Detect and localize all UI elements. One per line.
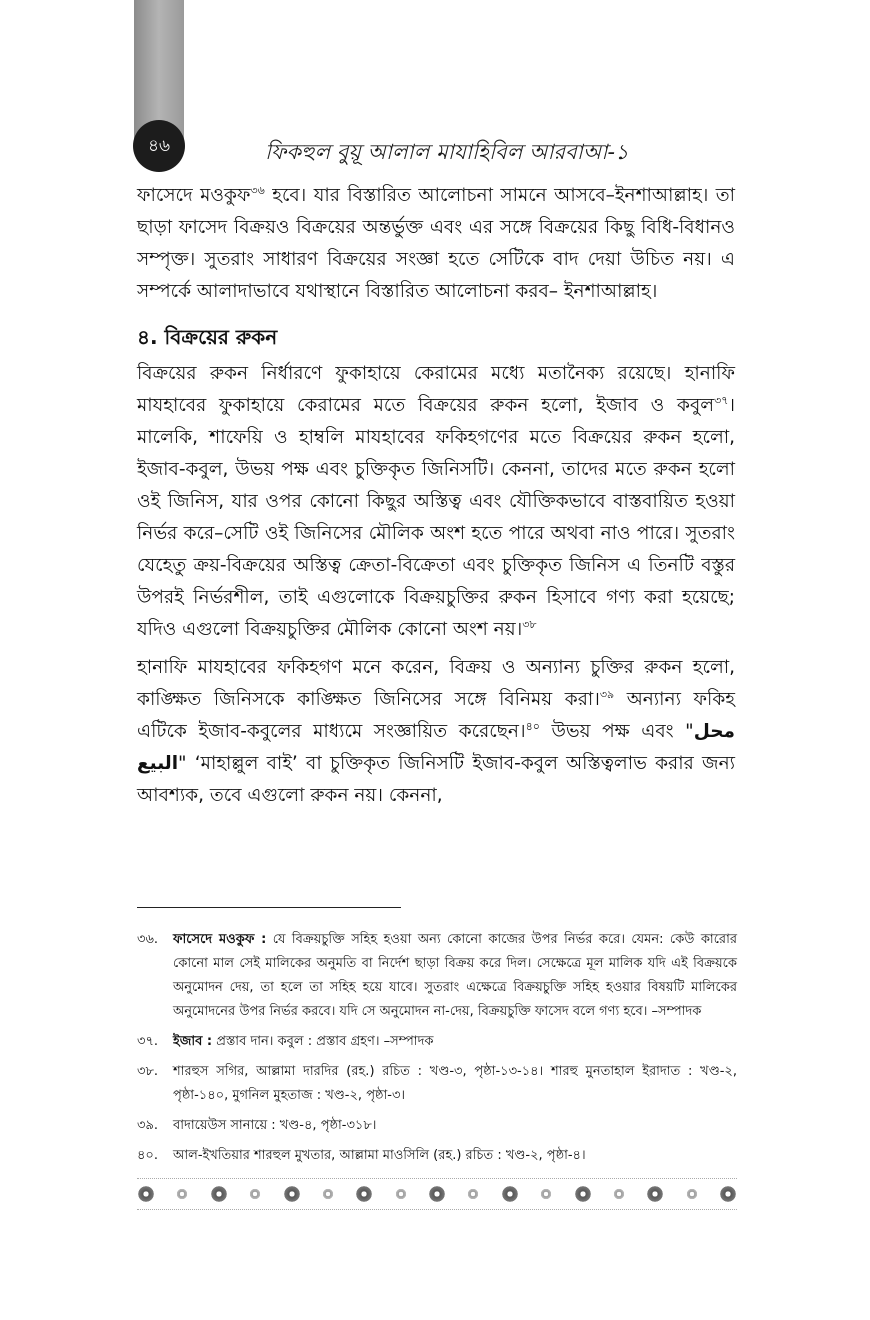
- footnote-ref-40: ৪০: [525, 719, 540, 733]
- flower-icon: [249, 1188, 261, 1200]
- intro-text-a: ফাসেদে মওকুফ: [137, 185, 251, 206]
- footnote-40: [137, 1144, 737, 1168]
- footnote-number: ৩৮.: [137, 1064, 159, 1079]
- para2-text-b: অন্যান্য ফকিহ এটিকে ইজাব-কবুলের মাধ্যমে সংজ্ঞায়িত করেছেন।: [137, 689, 735, 742]
- para1-text-b: । মালেকি, শাফেয়ি ও হাম্বলি মাযহাবের ফকিহগণের মতে বিক্রয়ের রুকন হলো, ইজাব-কবুল, উভয় পক্ষ এবং চুক্তিকৃত জিনিসটি। কেননা, তাদের মতে রুকন হলো ওই জিনিস, যার ওপর কোনো কিছুর অস্তিত্ব এবং যৌক্তিকভাবে বাস্তবায়িত হওয়া নির্ভর করে–সেটি ওই জিনিসের মৌলিক অংশ হতে পারে অথবা নাও পারে। সুতরাং যেহেতু ক্রয়-বিক্রয়ের অস্তিত্ব ক্রেতা-বিক্রেতা এবং চুক্তিকৃত জিনিস এ তিনটি বস্তুর উপরই নির্ভরশীল, তাই এগুলোকে বিক্রয়চুক্তির রুকন হিসাবে গণ্য করা হয়েছে; যদিও এগুলো বিক্রয়চুক্তির মৌলিক কোনো অংশ নয়।: [137, 395, 735, 640]
- flower-icon: [355, 1185, 373, 1203]
- section-heading: ৪. বিক্রয়ের রুকন: [137, 325, 278, 349]
- para2-text-c: উভয় পক্ষ এবং ": [539, 721, 694, 742]
- footnote-body: [173, 1030, 737, 1054]
- footnote-body: [173, 1144, 737, 1168]
- flower-icon: [646, 1185, 664, 1203]
- flower-icon: [176, 1188, 188, 1200]
- flower-icon: [428, 1185, 446, 1203]
- flower-icon: [137, 1185, 155, 1203]
- footnote-term: ফাসেদে মওকুফ :: [173, 932, 267, 947]
- footnote-number: ৩৬.: [137, 932, 159, 947]
- flower-icon: [210, 1185, 228, 1203]
- footnote-body: [173, 1114, 737, 1138]
- section-paragraph-2: [137, 652, 735, 812]
- footnote-text: প্রস্তাব দান। কবুল : প্রস্তাব গ্রহণ। –সম্পাদক: [212, 1034, 434, 1049]
- footnote-ref-36: ৩৬: [250, 183, 265, 197]
- flower-icon: [574, 1185, 592, 1203]
- footnote-37: [137, 1030, 737, 1054]
- para2-text-d: " ‘মাহাল্লুল বাই’ বা চুক্তিকৃত জিনিসটি ইজাব-কবুল অস্তিত্বলাভ করার জন্য আবশ্যক, তবে এগুলো রুকন নয়। কেননা,: [137, 753, 735, 806]
- intro-paragraph: [137, 180, 735, 308]
- flower-icon: [613, 1188, 625, 1200]
- main-text: [137, 180, 735, 818]
- footnote-text: শারহুস সগির, আল্লামা দারদির (রহ.) রচিত : খণ্ড-৩, পৃষ্ঠা-১৩-১৪। শারহু মুনতাহাল ইরাদাত : খণ্ড-২, পৃষ্ঠা-১৪০, মুগনিল মুহতাজ : খণ্ড-২, পৃষ্ঠা-৩।: [173, 1064, 737, 1103]
- flower-icon: [395, 1188, 407, 1200]
- section-paragraph-1: [137, 358, 735, 646]
- floral-ornament-border: [137, 1178, 737, 1210]
- flower-icon: [467, 1188, 479, 1200]
- footnote-term: ইজাব :: [173, 1034, 213, 1049]
- flower-icon: [322, 1188, 334, 1200]
- footnote-text: যে বিক্রয়চুক্তি সহিহ হওয়া অন্য কোনো কাজের উপর নির্ভর করে। যেমন: কেউ কারোর কোনো মাল সেই মালিকের অনুমতি বা নির্দেশ ছাড়া বিক্রয় করে দিল। সেক্ষেত্রে মূল মালিক যদি এই বিক্রয়কে অনুমোদন দেয়, তা হলে তা সহিহ হয়ে যাবে। সুতরাং এক্ষেত্রে বিক্রয়চুক্তি সহিহ হওয়ার বিষয়টি মালিকের অনুমোদনের উপর নির্ভর করবে। যদি সে অনুমোদন না-দেয়, বিক্রয়চুক্তি ফাসেদ বলে গণ্য হবে। –সম্পাদক: [173, 932, 737, 1019]
- flower-icon: [686, 1188, 698, 1200]
- intro-text-b: হবে। যার বিস্তারিত আলোচনা সামনে আসবে–ইনশাআল্লাহ। তা ছাড়া ফাসেদ বিক্রয়ও বিক্রয়ের অন্তর্ভুক্ত এবং এর সঙ্গে বিক্রয়ের কিছু বিধি-বিধানও সম্পৃক্ত। সুতরাং সাধারণ বিক্রয়ের সংজ্ঞা হতে সেটিকে বাদ দেয়া উচিত নয়। এ সম্পর্কে আলাদাভাবে যথাস্থানে বিস্তারিত আলোচনা করব– ইনশাআল্লাহ।: [137, 185, 735, 302]
- footnote-ref-38: ৩৮: [522, 617, 537, 631]
- page-number: ৪৬: [133, 120, 185, 172]
- footnote-text: আল-ইখতিয়ার শারহুল মুখতার, আল্লামা মাওসিলি (রহ.) রচিত : খণ্ড-২, পৃষ্ঠা-৪।: [173, 1148, 586, 1163]
- footnote-number: ৪০.: [137, 1148, 159, 1163]
- para2-text-a: হানাফি মাযহাবের ফকিহগণ মনে করেন, বিক্রয় ও অন্যান্য চুক্তির রুকন হলো, কাঙ্ক্ষিত জিনিসকে কাঙ্ক্ষিত জিনিসের সঙ্গে বিনিময় করা।: [137, 657, 735, 710]
- footnote-number: ৩৭.: [137, 1034, 159, 1049]
- footnote-number: ৩৯.: [137, 1118, 159, 1133]
- footnote-text: বাদায়েউস সানায়ে : খণ্ড-৪, পৃষ্ঠা-৩১৮।: [173, 1118, 377, 1133]
- footnote-38: [137, 1060, 737, 1108]
- footnote-divider: [137, 907, 401, 908]
- running-header-title: ফিকহুল বুয়ূ আলাল মাযাহিবিল আরবাআ-১: [265, 140, 629, 164]
- flower-icon: [540, 1188, 552, 1200]
- footnote-ref-37: ৩৭: [714, 393, 729, 407]
- footnote-ref-39: ৩৯: [599, 687, 615, 701]
- footnote-36: [137, 928, 737, 1024]
- flower-icon: [501, 1185, 519, 1203]
- flower-icon: [719, 1185, 737, 1203]
- footnote-39: [137, 1114, 737, 1138]
- footnote-body: [173, 1060, 737, 1108]
- footnote-body: [173, 928, 737, 1024]
- para1-text-a: বিক্রয়ের রুকন নির্ধারণে ফুকাহায়ে কেরামের মধ্যে মতানৈক্য রয়েছে। হানাফি মাযহাবের ফুকাহায়ে কেরামের মতে বিক্রয়ের রুকন হলো, ইজাব ও কবুল: [137, 363, 735, 416]
- arabic-term: محل البيع: [137, 721, 735, 774]
- page-tab-strip: [134, 0, 184, 140]
- footnotes: [137, 928, 737, 1174]
- flower-icon: [283, 1185, 301, 1203]
